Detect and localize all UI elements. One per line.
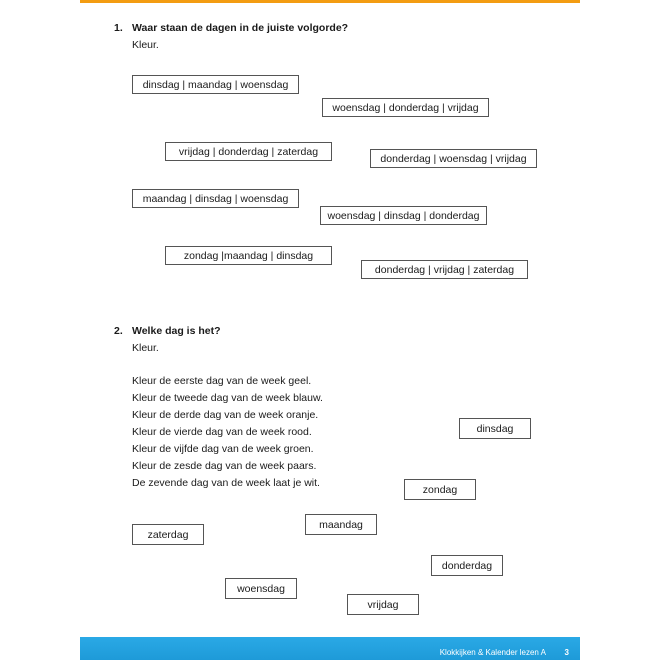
q1-option-box[interactable]: dinsdag | maandag | woensdag [132,75,299,94]
q2-instruction-line: Kleur de vijfde dag van de week groen. [132,443,314,455]
q2-day-box[interactable]: vrijdag [347,594,419,615]
q2-instruction-line: De zevende dag van de week laat je wit. [132,477,320,489]
q1-title: Waar staan de dagen in de juiste volgorde? [132,22,349,34]
q1-option-box[interactable]: donderdag | woensdag | vrijdag [370,149,537,168]
q2-instruction-line: Kleur de zesde dag van de week paars. [132,460,317,472]
q2-instruction-line: Kleur de vierde dag van de week rood. [132,426,312,438]
top-accent-rule [80,0,580,3]
q2-day-box[interactable]: zaterdag [132,524,204,545]
q2-instruction: Kleur. [132,342,159,354]
q2-day-box[interactable]: donderdag [431,555,503,576]
footer-page-number: 3 [564,648,569,657]
q2-day-box[interactable]: dinsdag [459,418,531,439]
q1-option-box[interactable]: woensdag | donderdag | vrijdag [322,98,489,117]
q1-option-box[interactable]: maandag | dinsdag | woensdag [132,189,299,208]
page-footer [80,637,580,660]
q2-instruction-line: Kleur de eerste dag van de week geel. [132,375,312,387]
footer-book-title: Klokkijken & Kalender lezen A [439,648,546,657]
q2-day-box[interactable]: zondag [404,479,476,500]
q1-number: 1. [114,22,123,34]
q2-instruction-line: Kleur de tweede dag van de week blauw. [132,392,323,404]
q2-day-box[interactable]: maandag [305,514,377,535]
q2-instruction-list [132,373,323,492]
q2-title: Welke dag is het? [132,325,221,337]
q1-option-box[interactable]: donderdag | vrijdag | zaterdag [361,260,528,279]
q1-option-box[interactable]: zondag |maandag | dinsdag [165,246,332,265]
q1-option-box[interactable]: woensdag | dinsdag | donderdag [320,206,487,225]
q1-option-box[interactable]: vrijdag | donderdag | zaterdag [165,142,332,161]
q2-day-box[interactable]: woensdag [225,578,297,599]
q1-instruction: Kleur. [132,39,159,51]
q2-number: 2. [114,325,123,337]
q2-instruction-line: Kleur de derde dag van de week oranje. [132,409,319,421]
